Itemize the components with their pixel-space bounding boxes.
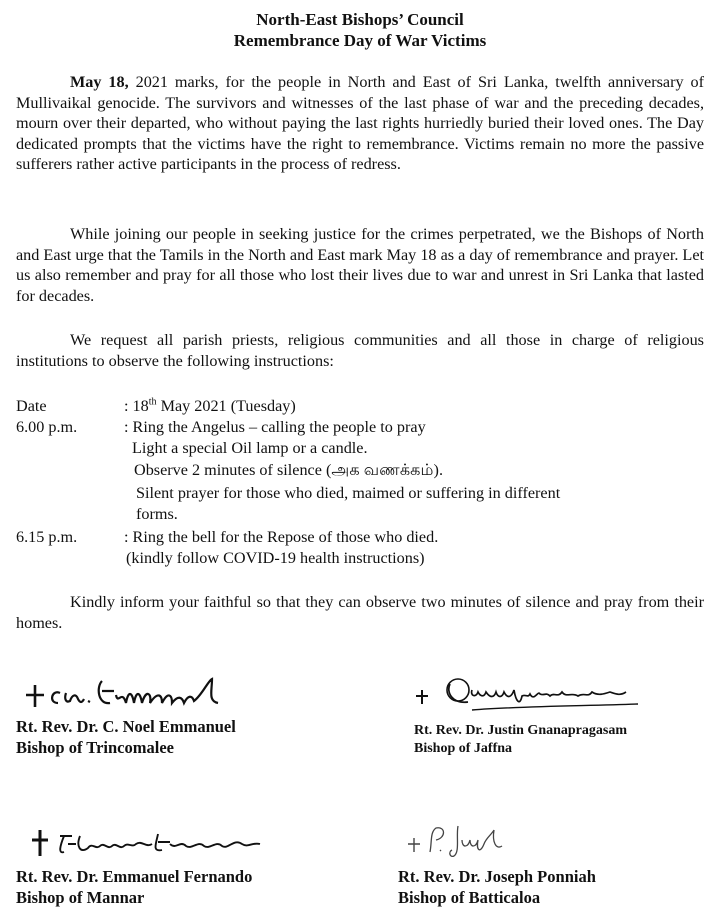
paragraph-appeal-text: While joining our people in seeking justice for the crimes perpetrated, we the Bishops of North and East urge that the Tamils in the North and East mark May 18 as a day of remembrance and prayer. Let us also remember and pray for all those who lost their lives due to war and unrest in Sri Lanka that lasted for decades. — [16, 225, 704, 305]
signatory-2-name: Rt. Rev. Dr. Justin Gnanapragasam — [414, 723, 628, 738]
signatory-3-title: Bishop of Mannar — [16, 888, 145, 907]
signatory-1-name: Rt. Rev. Dr. C. Noel Emmanuel — [16, 717, 236, 736]
schedule-time-2-line-2: (kindly follow COVID-19 health instructions) — [126, 549, 425, 567]
signatory-1-title: Bishop of Trincomalee — [16, 738, 174, 757]
paragraph-closing — [16, 592, 704, 633]
schedule-time-1-line-3: Observe 2 minutes of silence (அக வணக்கம்). — [134, 461, 443, 479]
paragraph-closing-text: Kindly inform your faithful so that they can observe two minutes of silence and pray from their homes. — [16, 593, 704, 632]
paragraph-request — [16, 330, 704, 371]
paragraph-request-text: We request all parish priests, religious communities and all those in charge of religious institutions to observe the following instructions: — [16, 331, 704, 370]
signatory-4-title: Bishop of Batticaloa — [398, 888, 541, 907]
paragraph-anniversary — [16, 72, 704, 175]
schedule-time-2-label: 6.15 p.m. — [16, 528, 78, 546]
signatory-2-title: Bishop of Jaffna — [414, 741, 513, 756]
schedule-time-1-line-4: Silent prayer for those who died, maimed or suffering in different — [136, 484, 561, 502]
schedule-time-1-line-2: Light a special Oil lamp or a candle. — [132, 439, 368, 457]
schedule-time-1-line-1: : Ring the Angelus – calling the people to pray — [124, 418, 426, 436]
schedule-date-label: Date — [16, 397, 47, 415]
signatory-3-name: Rt. Rev. Dr. Emmanuel Fernando — [16, 867, 253, 886]
paragraph-appeal — [16, 224, 704, 306]
council-title: North-East Bishops’ Council — [256, 10, 464, 29]
paragraph-anniversary-text: 2021 marks, for the people in North and East of Sri Lanka, twelfth anniversary of Mullivaikal genocide. The survivors and witnesses of the last phase of war and the preceding decades, mourn over their departed, who without paying the last rights hurriedly buried their loved ones. The Day dedicated prompts that the victims have the right to remembrance. Victims remain no more the passive sufferers rather active participants in the process of redress. — [16, 73, 704, 174]
signatory-4-name: Rt. Rev. Dr. Joseph Ponniah — [398, 867, 596, 886]
signature-fernando-image — [30, 826, 266, 862]
signature-ponniah-image — [406, 822, 516, 862]
schedule-time-2-line-1: : Ring the bell for the Repose of those who died. — [124, 528, 439, 546]
schedule-date-value: : 18th May 2021 (Tuesday) — [124, 396, 296, 415]
date-highlight: May 18, — [70, 73, 129, 91]
document-title: Remembrance Day of War Victims — [233, 31, 487, 50]
schedule-time-1-line-5: forms. — [136, 505, 178, 523]
signature-emmanuel-image — [22, 675, 232, 715]
schedule-time-1-label: 6.00 p.m. — [16, 418, 78, 436]
signature-gnanapragasam-image — [412, 676, 644, 724]
